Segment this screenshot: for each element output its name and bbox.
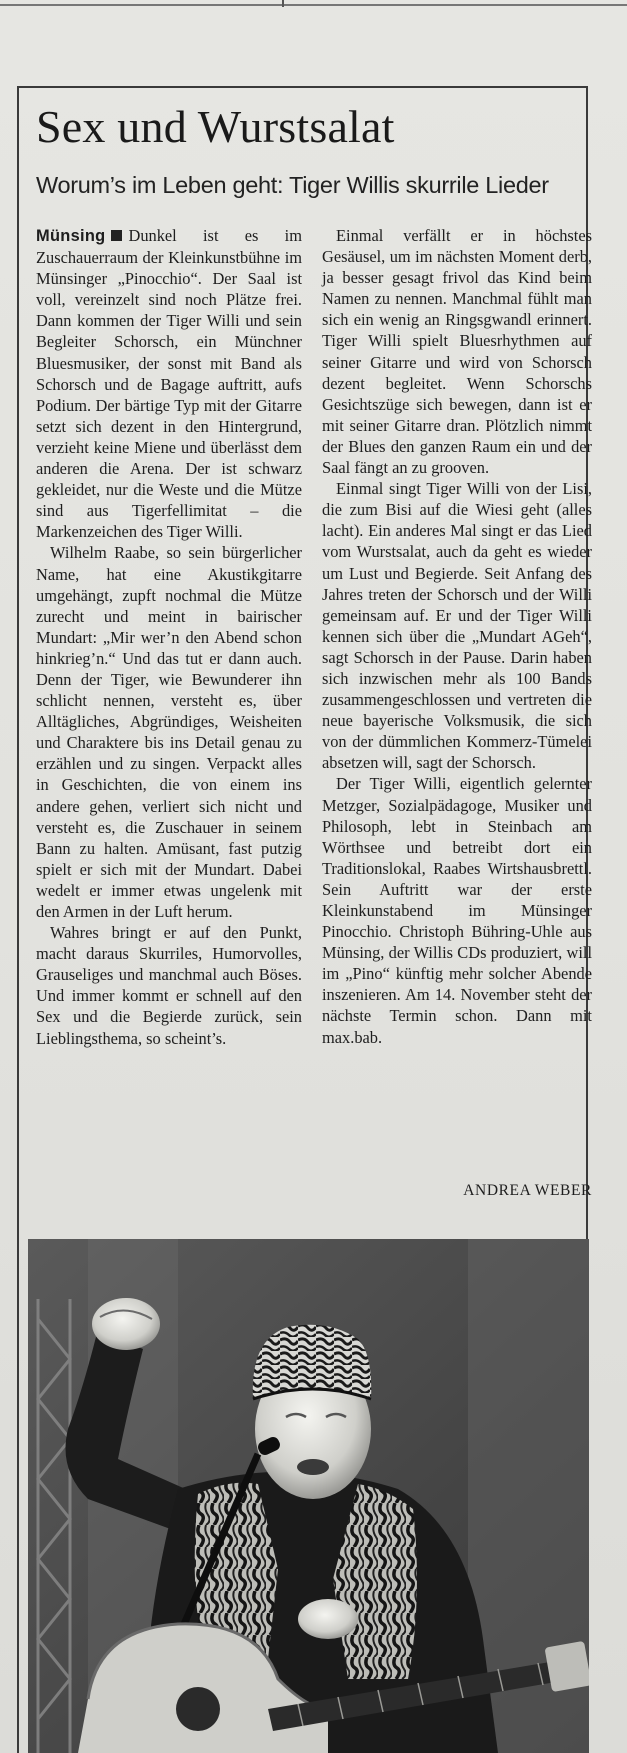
top-rule [0,4,627,6]
dateline-square-icon [111,230,122,241]
performer-photo-illustration [28,1239,589,1753]
right-column [322,225,592,1048]
dateline: Münsing [36,227,106,245]
performer-photo [28,1239,589,1753]
paragraph-1 [36,225,302,542]
paragraph-6: Der Tiger Willi, eigentlich gelernter Metzger, Sozialpädagoge, Musiker und Philosoph, lebt in Steinbach am Wörthsee und betreibt dort ein Traditionslokal, Raabes Wirtshausbrettl. Sein Auftritt war der erste Kleinkunstabend im Münsinger Pinocchio. Christoph Bühring-Uhle aus Münsing, der Willis CDs produziert, will im „Pino“ künftig mehr solcher Abende inszenieren. Am 14. November steht der nächste Termin schon. Dann mit max.bab. [322,774,592,1047]
paragraph-1-text: Dunkel ist es im Zuschauerraum der Kleinkunstbühne im Münsinger „Pinocchio“. Der Saal ist voll, vereinzelt sind noch Plätze frei. Dann kommen der Tiger Willi und sein Begleiter Schorsch, ein Münchner Bluesmusiker, der sonst mit Band als Schorsch und de Bagage auftritt, aufs Podium. Der bärtige Typ mit der Gitarre setzt sich dezent in den Hintergrund, verzieht keine Miene und überlässt dem anderen die Arena. Der ist schwarz gekleidet, nur die Weste und die Mütze sind aus Tigerfellimitat – die Markenzeichen des Tiger Willi. [36,226,302,542]
top-column-tick [282,0,284,7]
byline: ANDREA WEBER [463,1182,592,1199]
paragraph-4: Einmal verfällt er in höchstes Gesäusel, um im nächsten Moment derb, ja besser gesagt frivol das Kind beim Namen zu nennen. Manchmal fühlt man sich ein wenig an Ringsgwandl erinnert. Tiger Willi spielt Bluesrhythmen auf seiner Gitarre und wird von Schorsch dezent begleitet. Wenn Schorschs Gesichtszüge sich bewegen, dann ist er mit seiner Gitarre dran. Plötzlich nimmt der Blues den ganzen Raum ein und der Saal fängt an zu grooven. [322,226,592,478]
paragraph-2: Wilhelm Raabe, so sein bürgerlicher Name, hat eine Akustikgitarre umgehängt, zupft nochmal die Mütze zurecht und meint in bairischer Mundart: „Mir wer’n den Abend schon hinkrieg’n.“ Und das tut er dann auch. Denn der Tiger, wie Bewunderer ihn schlicht nennen, versteht es, über Alltägliches, Abgründiges, Weisheiten und Charaktere bis ins Detail genau zu erzählen und zu singen. Verpackt alles in Geschichten, die von einem ins andere gehen, verliert sich nicht und versteht es, die Zuschauer in seinem Bann zu halten. Amüsant, fast putzig spielt er sich mit der Mundart. Dabei wedelt er immer etwas ungelenk mit den Armen in der Luft herum. [36,543,302,921]
left-column [36,225,302,1049]
paragraph-3: Wahres bringt er auf den Punkt, macht daraus Skurriles, Humorvolles, Grauseliges und manchmal auch Böses. Und immer kommt er schnell auf den Sex und die Begierde zurück, sein Lieblingsthema, so scheint’s. [36,923,302,1048]
headline: Sex und Wurstsalat [36,101,395,152]
subheadline: Worum’s im Leben geht: Tiger Willis skurrile Lieder [36,172,549,198]
paragraph-5: Einmal singt Tiger Willi von der Lisi, die zum Bisi auf die Wiesi geht (alles lacht). Ein anderes Mal singt er das Lied vom Wurstsalat, auch da geht es wieder um Lust und Begierde. Seit Anfang des Jahres treten der Schorsch und der Willi gemeinsam auf. Er und der Tiger Willi kennen sich über die „Mundart AGeh“, sagt Schorsch in der Pause. Darin haben sich inzwischen mehr als 100 Bands zusammengeschlossen und vertreten die neue bayerische Volksmusik, die sich von der dümmlichen Kommerz-Tümelei absetzen will, sagt der Schorsch. [322,479,592,773]
